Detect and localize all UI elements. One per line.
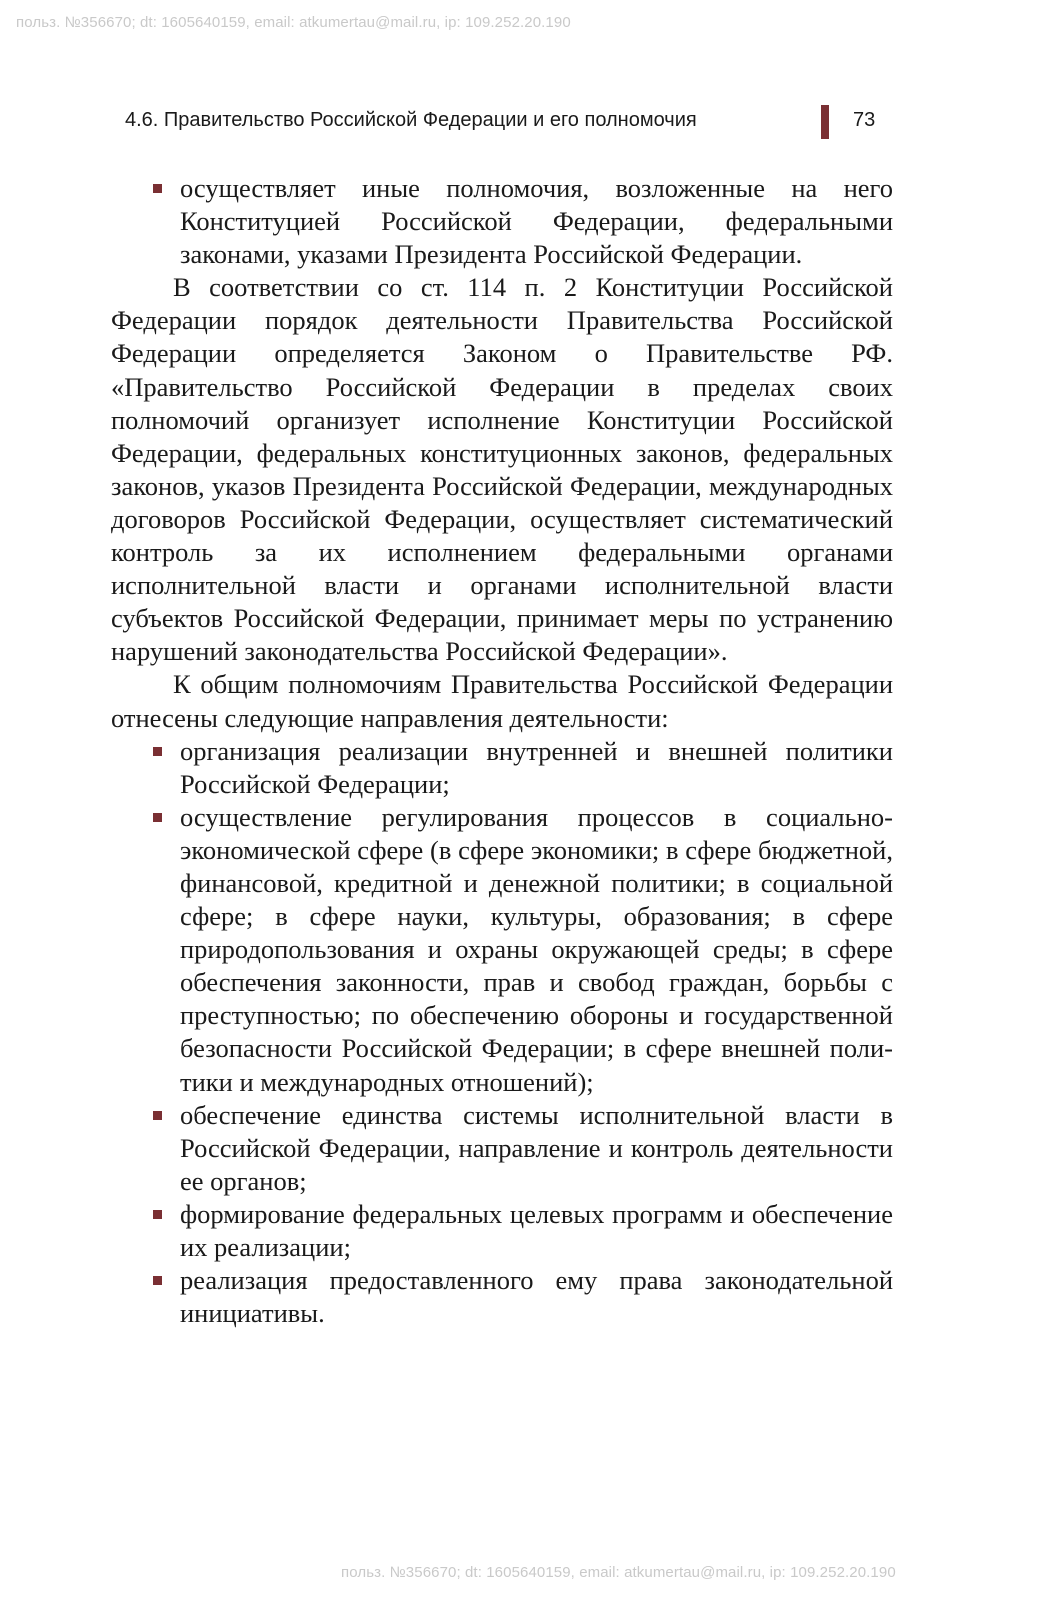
- square-bullet-icon: [153, 1111, 162, 1120]
- watermark-top: польз. №356670; dt: 1605640159, email: atkumertau@mail.ru, ip: 109.252.20.190: [16, 14, 571, 31]
- page-body: [111, 172, 893, 1330]
- list-item-text: реализация предоставленного ему права законодательной инициативы.: [180, 1265, 893, 1329]
- running-header: [125, 105, 900, 139]
- list-item: [180, 172, 893, 271]
- square-bullet-icon: [153, 1210, 162, 1219]
- square-bullet-icon: [153, 813, 162, 822]
- bullet-list-2: [111, 735, 893, 1331]
- list-item: [180, 1264, 893, 1330]
- header-divider-bar: [821, 105, 829, 139]
- square-bullet-icon: [153, 1276, 162, 1285]
- page-number: 73: [853, 109, 876, 131]
- list-item: [180, 1099, 893, 1198]
- list-item-text: организация реализации внутренней и внешней политики Российской Федерации;: [180, 735, 893, 799]
- square-bullet-icon: [153, 184, 162, 193]
- section-title: 4.6. Правительство Российской Федерации и его полномочия: [125, 109, 697, 131]
- list-item: [180, 1198, 893, 1264]
- watermark-bottom: польз. №356670; dt: 1605640159, email: atkumertau@mail.ru, ip: 109.252.20.190: [341, 1564, 896, 1581]
- paragraph-article-114: В соответствии со ст. 114 п. 2 Конституции Российской Федерации порядок деятельности Правительства Российской Федерации определяется Законом о Правительстве РФ. «Правительство Российской Федерации в пределах своих полномочий организует исполнение Конституции Российской Федерации, федеральных конституционных законов, федеральных законов, указов Президента Российской Федерации, международных договоров Российской Федерации, осуществляет систематический контроль за их исполнением федеральными органами исполнительной власти и органами исполнительной власти субъектов Российской Федерации, принимает меры по устранению нарушений законодательства Российской Федерации».: [111, 272, 893, 667]
- list-item: [180, 735, 893, 801]
- bullet-list-1: [111, 172, 893, 271]
- list-item-text: осуществляет иные полномочия, возложенные на него Конституцией Российской Федерации, федеральными законами, указами Президента Российской Федерации.: [180, 173, 893, 270]
- list-item: [180, 801, 893, 1099]
- list-item-text: обеспечение единства системы исполнительной власти в Российской Федерации, направление и контроль деятельности ее органов;: [180, 1099, 893, 1196]
- paragraph-general-powers: К общим полномочиям Правительства Российской Федерации отнесены следующие направления деятельности:: [111, 669, 893, 733]
- list-item-text: формирование федеральных целевых программ и обеспечение их реализации;: [180, 1198, 893, 1262]
- square-bullet-icon: [153, 747, 162, 756]
- list-item-text: осуществление регулирования процессов в социально-экономической сфере (в сфере экономики; в сфере бюджетной, финансовой, кредитной и денежной политики; в социальной сфере; в сфере науки, культуры, образования; в сфере природопользования и охраны окружающей среды; в сфере обеспечения законности, прав и свобод граждан, борьбы с преступностью; по обеспечению обороны и государственной безопасности Российской Федерации; в сфере внешней политики и международных отношений);: [180, 801, 893, 1097]
